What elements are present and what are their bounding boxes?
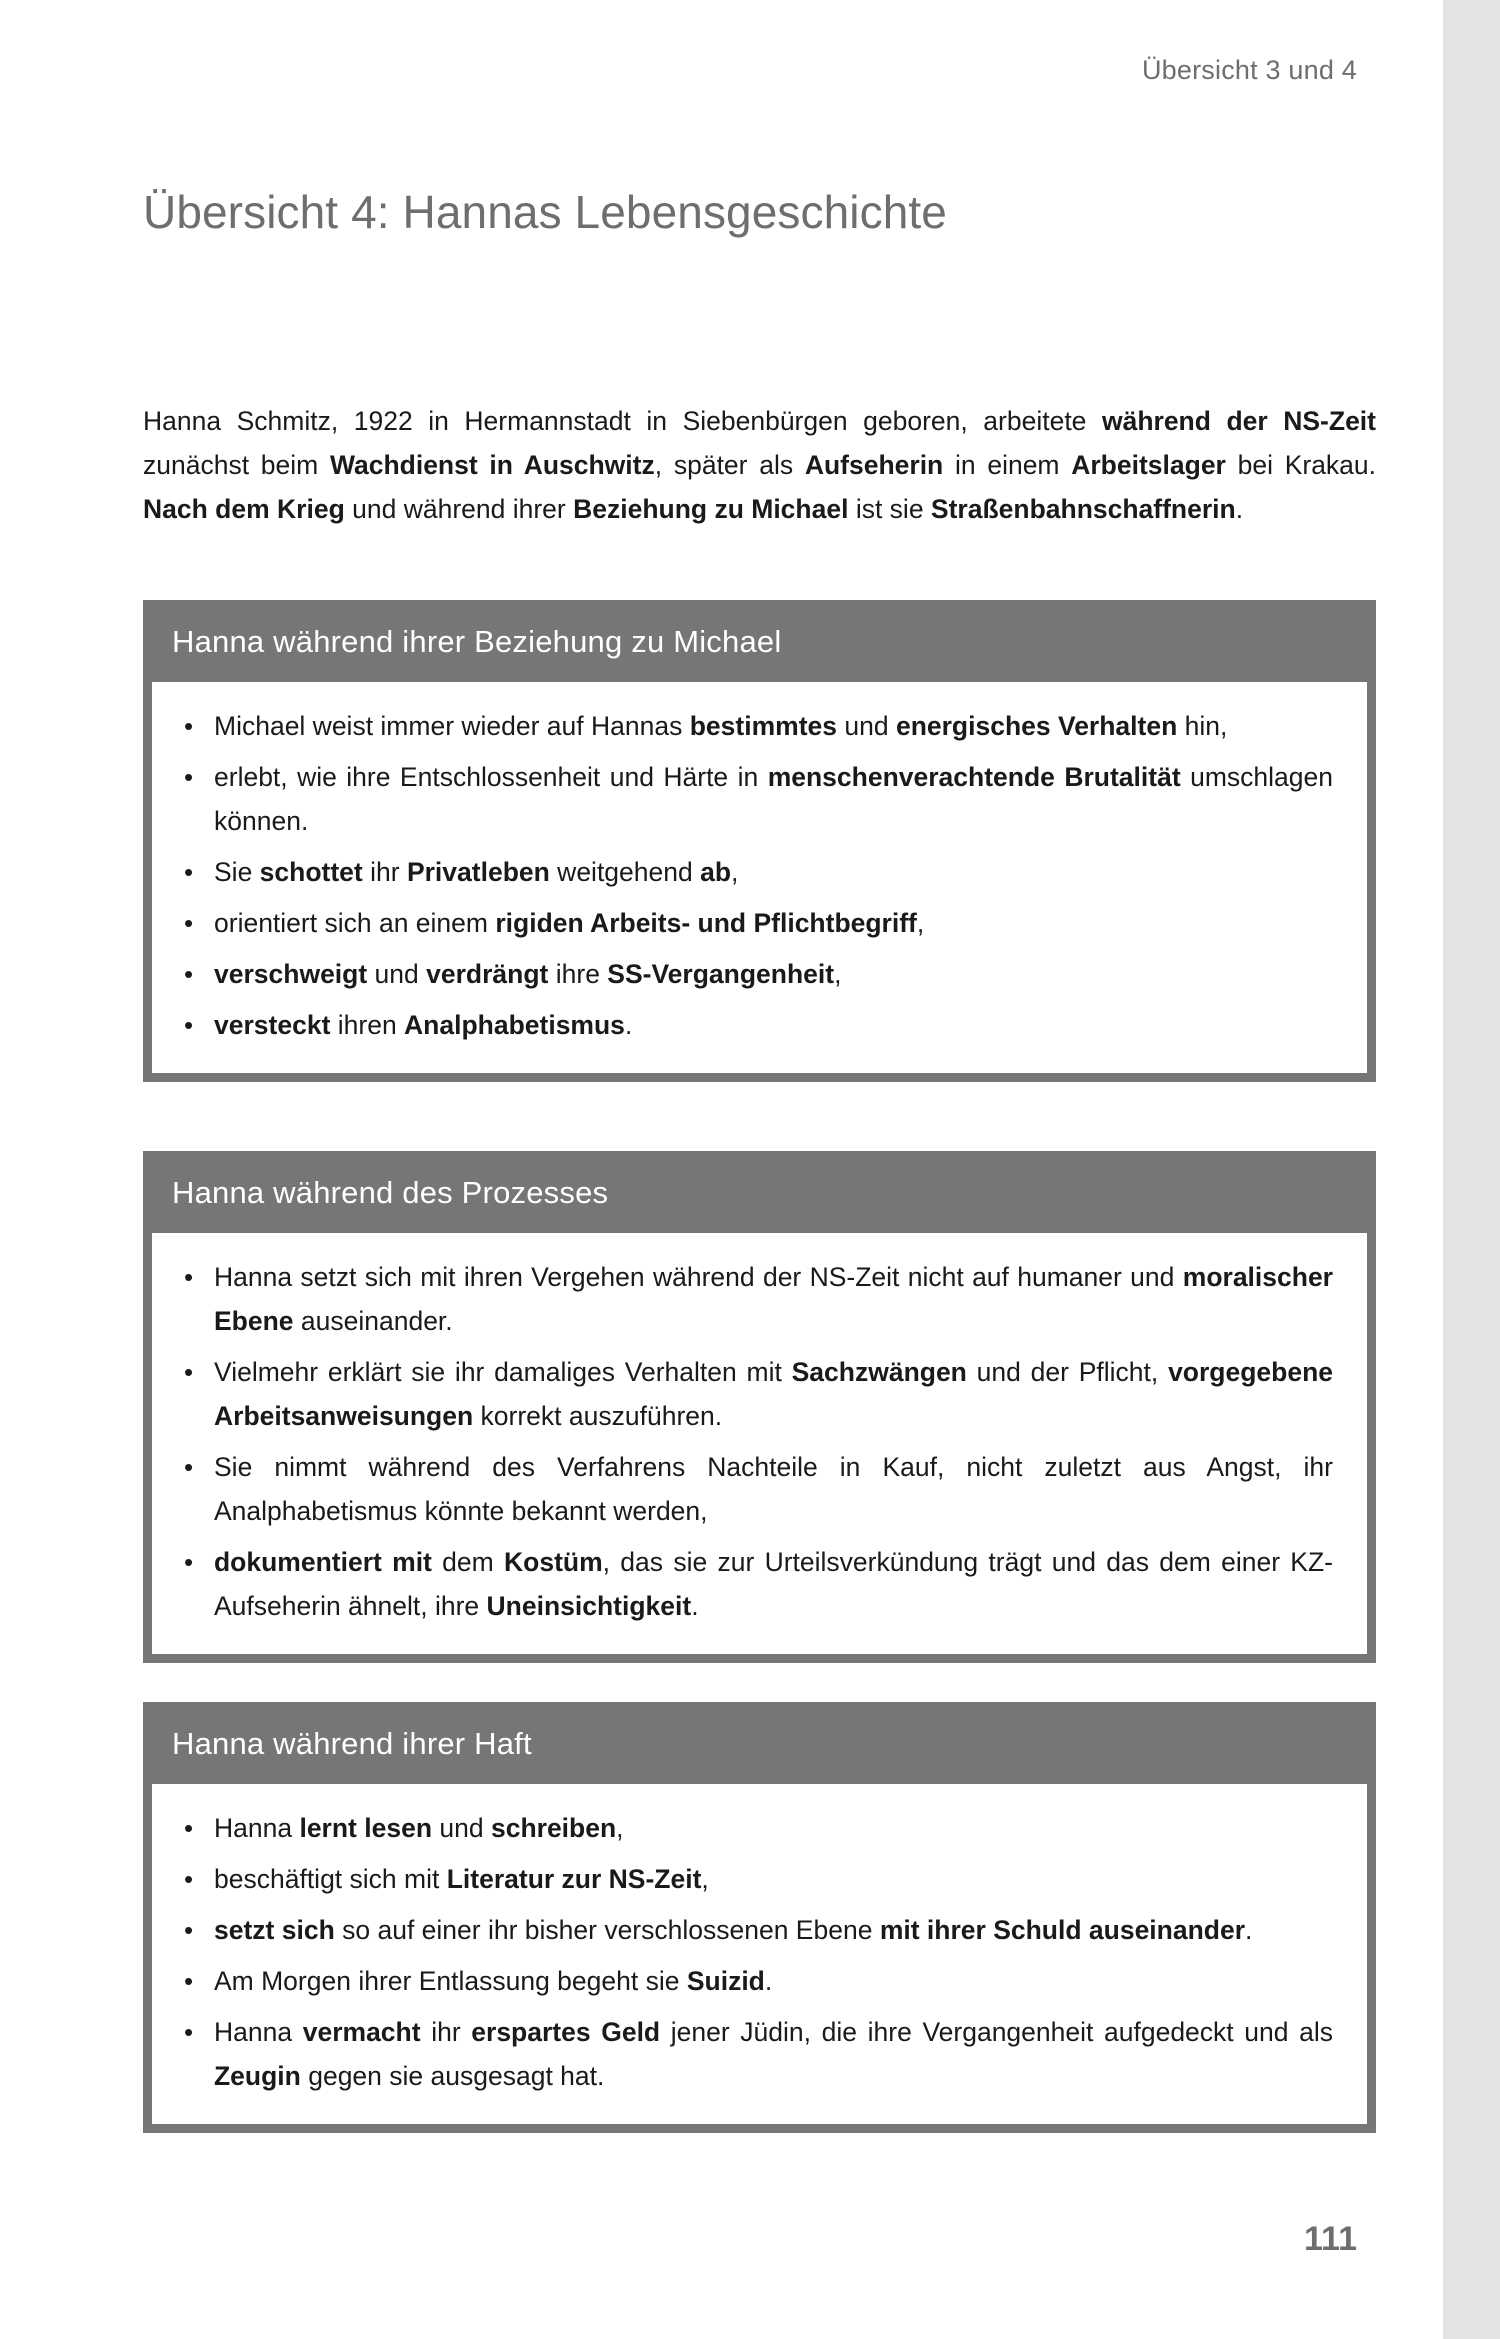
page-edge-strip <box>1443 0 1500 2339</box>
bullet-list-2 <box>176 1806 1333 2098</box>
page-number: 111 <box>1304 2220 1357 2258</box>
section-box-2 <box>143 1702 1376 2133</box>
list-item: • setzt sich so auf einer ihr bisher verschlossenen Ebene mit ihrer Schuld auseinander. <box>176 1908 1333 1952</box>
section-header-1: Hanna während des Prozesses <box>172 1175 609 1210</box>
page-title: Übersicht 4: Hannas Lebensgeschichte <box>143 186 947 238</box>
list-item: • Sie schottet ihr Privatleben weitgehend ab, <box>176 850 1333 894</box>
list-item: • erlebt, wie ihre Entschlossenheit und Härte in menschenverachtende Brutalität umschlagen können. <box>176 755 1333 843</box>
list-item: • Hanna lernt lesen und schreiben, <box>176 1806 1333 1850</box>
list-item: • Sie nimmt während des Verfahrens Nachteile in Kauf, nicht zuletzt aus Angst, ihr Analphabetismus könnte bekannt werden, <box>176 1445 1333 1533</box>
list-item: • verschweigt und verdrängt ihre SS-Vergangenheit, <box>176 952 1333 996</box>
list-item: • beschäftigt sich mit Literatur zur NS-Zeit, <box>176 1857 1333 1901</box>
list-item: • orientiert sich an einem rigiden Arbeits- und Pflichtbegriff, <box>176 901 1333 945</box>
list-item: • Hanna vermacht ihr erspartes Geld jener Jüdin, die ihre Vergangenheit aufgedeckt und als Zeugin gegen sie ausgesagt hat. <box>176 2010 1333 2098</box>
section-header-2: Hanna während ihrer Haft <box>172 1726 532 1761</box>
section-header-0: Hanna während ihrer Beziehung zu Michael <box>172 624 782 659</box>
list-item: • Hanna setzt sich mit ihren Vergehen während der NS-Zeit nicht auf humaner und moralischer Ebene auseinander. <box>176 1255 1333 1343</box>
section-body-0 <box>152 682 1367 1073</box>
section-body-1 <box>152 1233 1367 1654</box>
list-item: • dokumentiert mit dem Kostüm, das sie zur Urteilsverkündung trägt und das dem einer KZ-Aufseherin ähnelt, ihre Uneinsichtigkeit. <box>176 1540 1333 1628</box>
running-head: Übersicht 3 und 4 <box>1141 55 1357 85</box>
list-item: • Michael weist immer wieder auf Hannas bestimmtes und energisches Verhalten hin, <box>176 704 1333 748</box>
list-item: • Am Morgen ihrer Entlassung begeht sie Suizid. <box>176 1959 1333 2003</box>
section-box-0 <box>143 600 1376 1082</box>
list-item: • versteckt ihren Analphabetismus. <box>176 1003 1333 1047</box>
bullet-list-1 <box>176 1255 1333 1628</box>
list-item: • Vielmehr erklärt sie ihr damaliges Verhalten mit Sachzwängen und der Pflicht, vorgegebene Arbeitsanweisungen korrekt auszuführen. <box>176 1350 1333 1438</box>
intro-paragraph: Hanna Schmitz, 1922 in Hermannstadt in Siebenbürgen geboren, arbeitete während der NS-Zeit zunächst beim Wachdienst in Auschwitz, später als Aufseherin in einem Arbeitslager bei Krakau. Nach dem Krieg und während ihrer Beziehung zu Michael ist sie Straßenbahnschaffnerin. <box>143 405 1377 524</box>
section-box-1 <box>143 1151 1376 1663</box>
bullet-list-0 <box>176 704 1333 1047</box>
section-body-2 <box>152 1784 1367 2124</box>
